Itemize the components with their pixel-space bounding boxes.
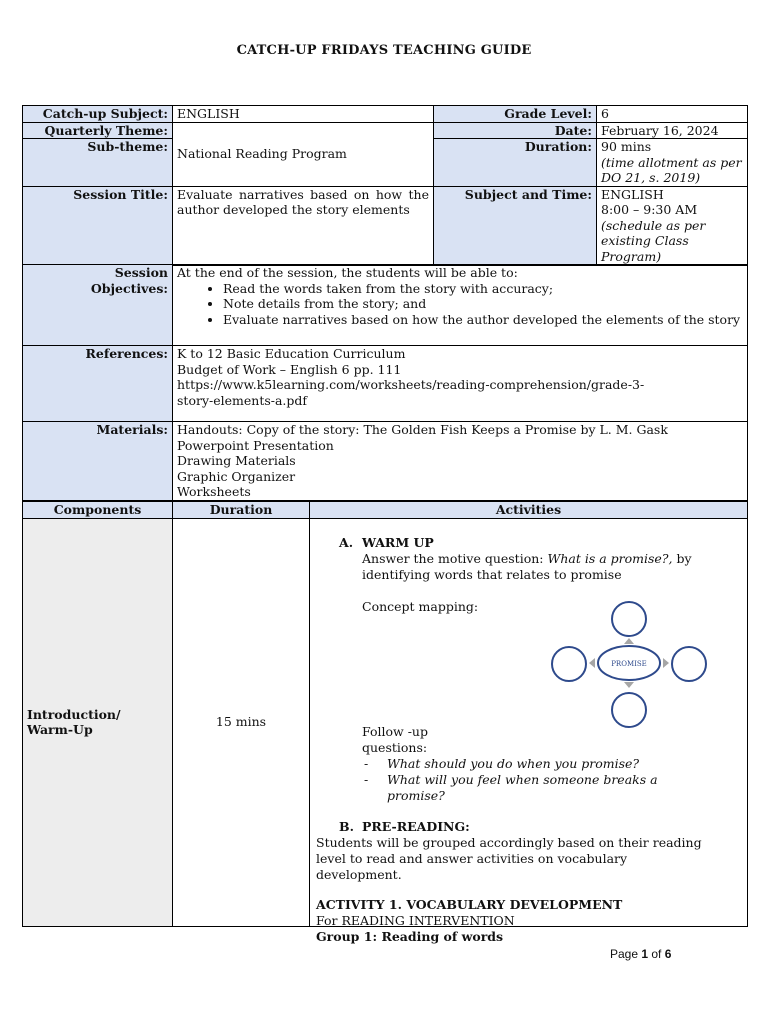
- reference-line: story-elements-a.pdf: [177, 392, 308, 408]
- component-name-line2: Warm-Up: [27, 722, 93, 737]
- footer-of: of: [648, 947, 665, 961]
- objectives-label-line2: Objectives:: [90, 280, 168, 296]
- arrow-down-icon: [624, 682, 634, 688]
- date-value: February 16, 2024: [597, 122, 748, 139]
- concept-node-right: [672, 647, 706, 681]
- objectives-label: [23, 265, 173, 346]
- followup-question-2-line1: What will you feel when someone breaks a: [387, 771, 658, 787]
- subject-time-time: 8:00 – 9:30 AM: [601, 202, 698, 217]
- materials-cell: [173, 422, 748, 501]
- motive-line2: identifying words that relates to promise: [362, 566, 622, 582]
- reference-line: https://www.k5learning.com/worksheets/reading-comprehension/grade-3-: [177, 377, 645, 392]
- references-label: References:: [23, 346, 173, 422]
- grade-label: Grade Level:: [434, 106, 597, 123]
- objective-item: • Evaluate narratives based on how the author developed the elements of the story: [223, 312, 743, 328]
- concept-map-diagram: [550, 599, 715, 729]
- prereading-line1: Students will be grouped accordingly based on their reading: [316, 834, 702, 850]
- subject-time-cell: [597, 186, 748, 265]
- material-line: Drawing Materials: [177, 453, 296, 468]
- followup-line1: Follow -up: [362, 723, 428, 739]
- header-duration: Duration: [173, 502, 310, 519]
- dash-bullet: -: [364, 755, 369, 771]
- reference-line: Budget of Work – English 6 pp. 111: [177, 361, 402, 377]
- component-name-line1: Introduction/: [27, 706, 121, 722]
- activities-cell: [310, 518, 748, 944]
- prereading-line2: level to read and answer activities on vocabulary: [316, 850, 628, 866]
- motive-question: What is a promise?,: [547, 550, 673, 566]
- prereading-title: PRE-READING:: [362, 818, 470, 834]
- duration-note: (time allotment as per DO 21, s. 2019): [601, 154, 742, 185]
- info-table: [22, 105, 748, 266]
- references-cell: [173, 346, 748, 422]
- objective-item: • Read the words taken from the story with accuracy;: [223, 281, 743, 297]
- header-components: Components: [23, 502, 173, 519]
- concept-node-top: [612, 602, 646, 636]
- footer-current-page: 1: [641, 947, 649, 961]
- material-line: Worksheets: [177, 484, 251, 499]
- warmup-title: WARM UP: [362, 534, 434, 550]
- motive-post: by: [672, 550, 692, 566]
- prereading-letter: B.: [339, 818, 354, 834]
- material-line: Handouts: Copy of the story: The Golden Fish Keeps a Promise by L. M. Gask: [177, 422, 668, 437]
- components-table: [22, 501, 748, 944]
- group1-label: Group 1: Reading of words: [316, 928, 504, 944]
- objective-item: • Note details from the story; and: [223, 296, 743, 312]
- subject-time-subject: ENGLISH: [601, 186, 664, 202]
- arrow-right-icon: [663, 658, 669, 668]
- component-name: [23, 518, 173, 926]
- material-line: Graphic Organizer: [177, 468, 296, 484]
- subject-time-label: Subject and Time:: [434, 186, 597, 265]
- concept-center-label: PROMISE: [611, 659, 647, 668]
- arrow-left-icon: [589, 658, 595, 668]
- activity-title: ACTIVITY 1. VOCABULARY DEVELOPMENT: [316, 896, 623, 912]
- footer-total-pages: 6: [664, 947, 672, 961]
- header-activities: Activities: [310, 502, 748, 519]
- intervention-label: For READING INTERVENTION: [316, 912, 515, 928]
- arrow-up-icon: [624, 638, 634, 644]
- date-label: Date:: [434, 122, 597, 139]
- subject-value: ENGLISH: [173, 106, 434, 123]
- page-footer: [610, 947, 671, 961]
- subject-label: Catch-up Subject:: [23, 106, 173, 123]
- session-label: Session Title:: [23, 186, 173, 265]
- subject-time-note: (schedule as per existing Class Program): [601, 217, 706, 264]
- page-title: CATCH-UP FRIDAYS TEACHING GUIDE: [236, 43, 532, 58]
- motive-pre: Answer the motive question:: [362, 550, 548, 566]
- footer-prefix: Page: [610, 947, 642, 961]
- dash-bullet: -: [364, 771, 369, 787]
- session-value: Evaluate narratives based on how the author developed the story elements: [173, 186, 434, 265]
- concept-node-left: [552, 647, 586, 681]
- followup-line2: questions:: [362, 739, 428, 755]
- duration-value: 90 mins: [601, 139, 652, 154]
- objectives-label-line1: Session: [114, 265, 168, 280]
- followup-question-2-line2: promise?: [387, 787, 445, 803]
- subtheme-value: National Reading Program: [173, 122, 434, 186]
- material-line: Powerpoint Presentation: [177, 437, 334, 453]
- duration-cell: [597, 139, 748, 187]
- details-table: [22, 264, 748, 501]
- warmup-letter: A.: [339, 534, 354, 550]
- objectives-cell: [173, 265, 748, 346]
- subtheme-label: Sub-theme:: [23, 139, 173, 187]
- component-duration: 15 mins: [173, 518, 310, 926]
- reference-line: K to 12 Basic Education Curriculum: [177, 346, 406, 361]
- objectives-intro: At the end of the session, the students will be able to:: [177, 265, 518, 280]
- prereading-line3: development.: [316, 866, 402, 882]
- followup-question-1: What should you do when you promise?: [387, 755, 640, 771]
- motive-line: [362, 551, 692, 567]
- concept-label: Concept mapping:: [362, 598, 479, 614]
- duration-label: Duration:: [434, 139, 597, 187]
- grade-value: 6: [597, 106, 748, 123]
- materials-label: Materials:: [23, 422, 173, 501]
- theme-label: Quarterly Theme:: [23, 122, 173, 139]
- concept-node-bottom: [612, 693, 646, 727]
